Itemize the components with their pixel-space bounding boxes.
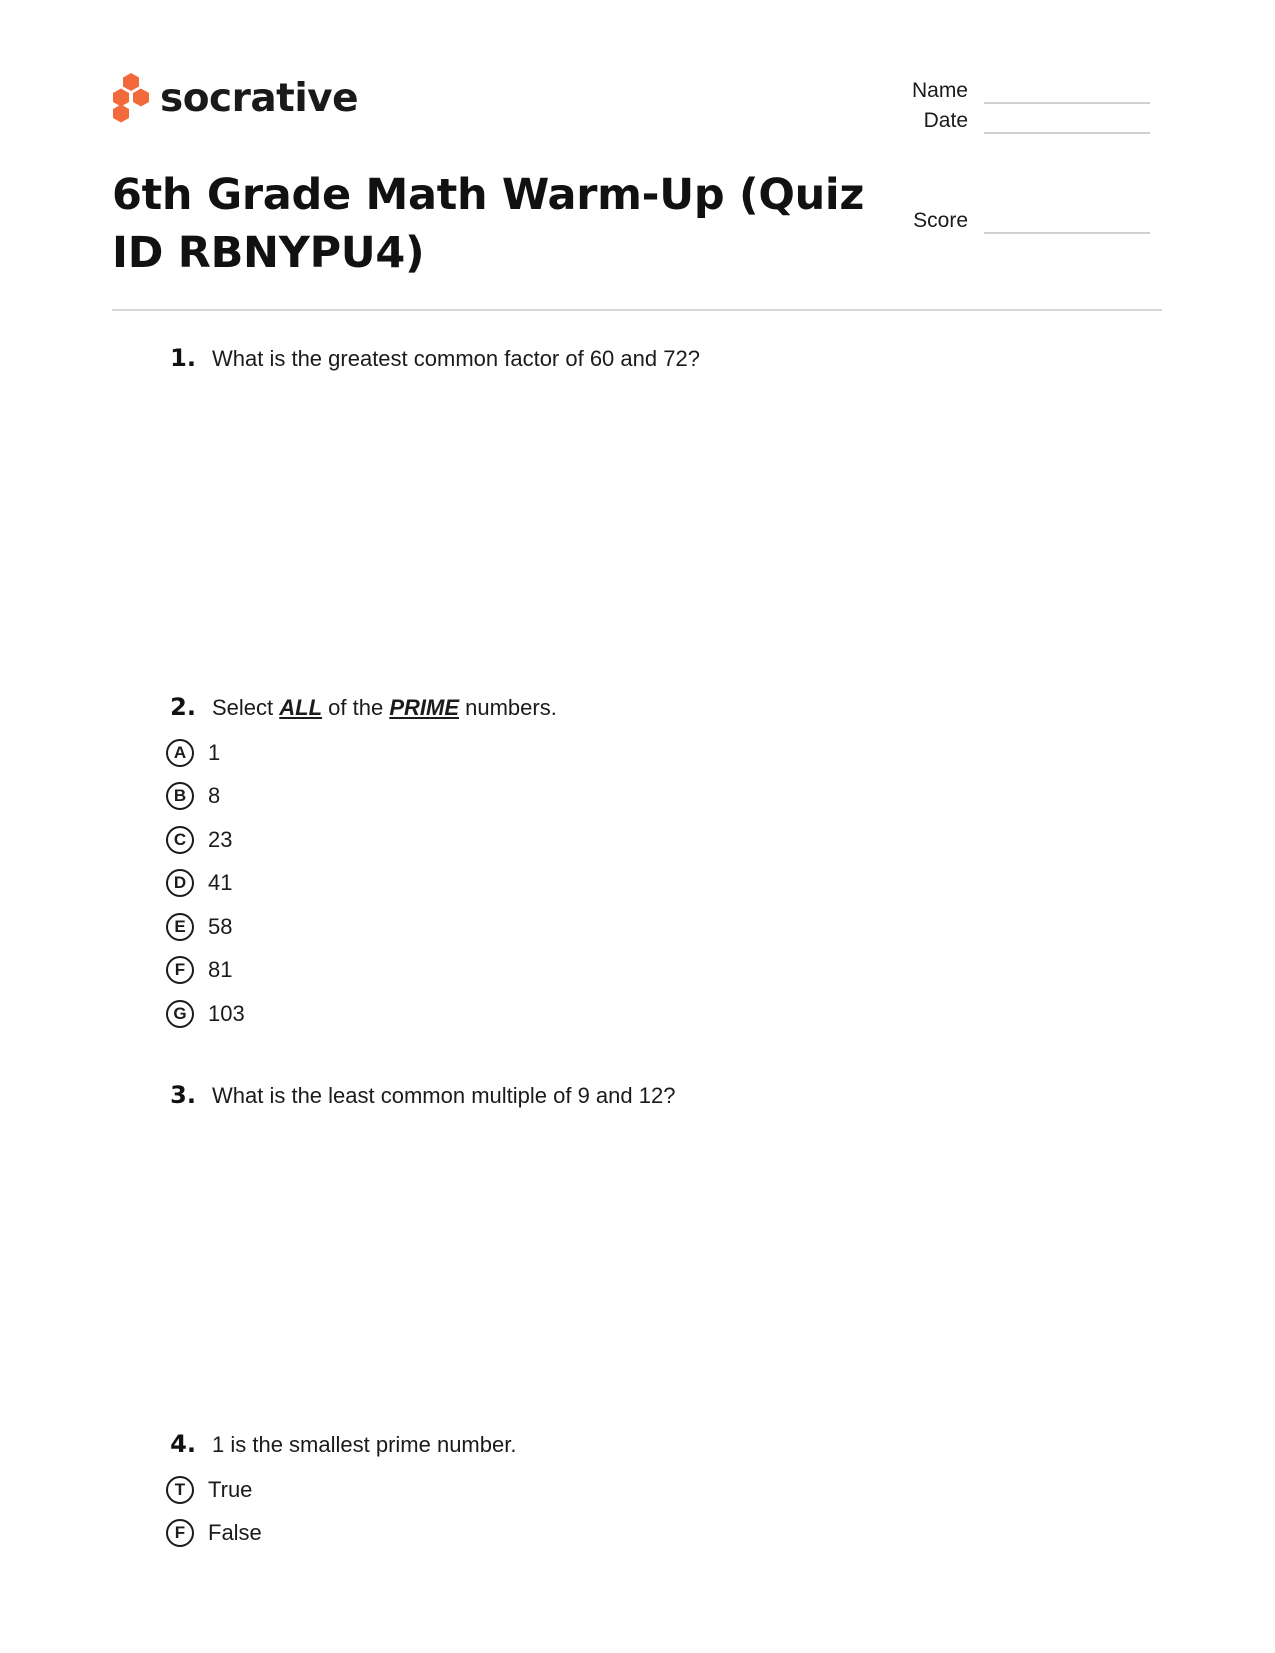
name-line[interactable] xyxy=(984,101,1150,104)
option-bubble[interactable]: F xyxy=(166,956,194,984)
question-number: 4. xyxy=(170,1430,196,1458)
date-line[interactable] xyxy=(984,131,1150,134)
date-field xyxy=(848,110,1150,131)
option-bubble[interactable]: E xyxy=(166,913,194,941)
question-1 xyxy=(150,344,1110,372)
option-c[interactable] xyxy=(166,818,1110,862)
option-bubble[interactable]: C xyxy=(166,826,194,854)
question-text: Select ALL of the PRIME numbers. xyxy=(212,695,557,720)
option-text: True xyxy=(208,1476,253,1502)
option-text: 41 xyxy=(208,870,233,896)
question-3 xyxy=(150,1081,1110,1109)
emphasis-all: ALL xyxy=(279,695,323,720)
option-bubble[interactable]: A xyxy=(166,739,194,767)
question-text: What is the least common multiple of 9 and 12? xyxy=(212,1083,676,1108)
name-field xyxy=(848,80,1150,101)
option-text: 103 xyxy=(208,1000,245,1026)
option-bubble[interactable]: F xyxy=(166,1519,194,1547)
option-g[interactable] xyxy=(166,992,1110,1036)
emphasis-prime: PRIME xyxy=(389,695,459,720)
date-label: Date xyxy=(923,109,968,132)
option-false[interactable] xyxy=(166,1512,1110,1556)
question-text: What is the greatest common factor of 60 and 72? xyxy=(212,346,700,371)
option-e[interactable] xyxy=(166,905,1110,949)
option-true[interactable] xyxy=(166,1468,1110,1512)
option-bubble[interactable]: T xyxy=(166,1476,194,1504)
question-number: 2. xyxy=(170,693,196,721)
option-bubble[interactable]: D xyxy=(166,869,194,897)
hexagon-cluster-icon xyxy=(112,73,150,123)
option-bubble[interactable]: G xyxy=(166,1000,194,1028)
question-4 xyxy=(150,1430,1110,1555)
option-text: 8 xyxy=(208,783,221,809)
option-text: False xyxy=(208,1520,262,1546)
answer-options xyxy=(150,731,1110,1036)
question-text: 1 is the smallest prime number. xyxy=(212,1432,517,1457)
question-2 xyxy=(150,693,1110,1036)
option-text: 23 xyxy=(208,826,233,852)
socrative-logo xyxy=(112,72,358,124)
option-a[interactable] xyxy=(166,731,1110,775)
score-field xyxy=(848,210,1150,231)
score-line[interactable] xyxy=(984,231,1150,234)
score-label: Score xyxy=(913,209,968,232)
option-text: 1 xyxy=(208,739,221,765)
question-number: 3. xyxy=(170,1081,196,1109)
answer-options xyxy=(150,1468,1110,1555)
header-divider xyxy=(112,309,1162,311)
question-number: 1. xyxy=(170,344,196,372)
logo-hexagons xyxy=(113,73,149,123)
option-d[interactable] xyxy=(166,862,1110,906)
option-f[interactable] xyxy=(166,949,1110,993)
brand-name: socrative xyxy=(160,75,359,121)
option-text: 81 xyxy=(208,957,233,983)
name-label: Name xyxy=(911,79,968,102)
option-b[interactable] xyxy=(166,775,1110,819)
option-text: 58 xyxy=(208,913,233,939)
page-title: 6th Grade Math Warm-Up (Quiz ID RBNYPU4) xyxy=(112,170,865,278)
option-bubble[interactable]: B xyxy=(166,782,194,810)
